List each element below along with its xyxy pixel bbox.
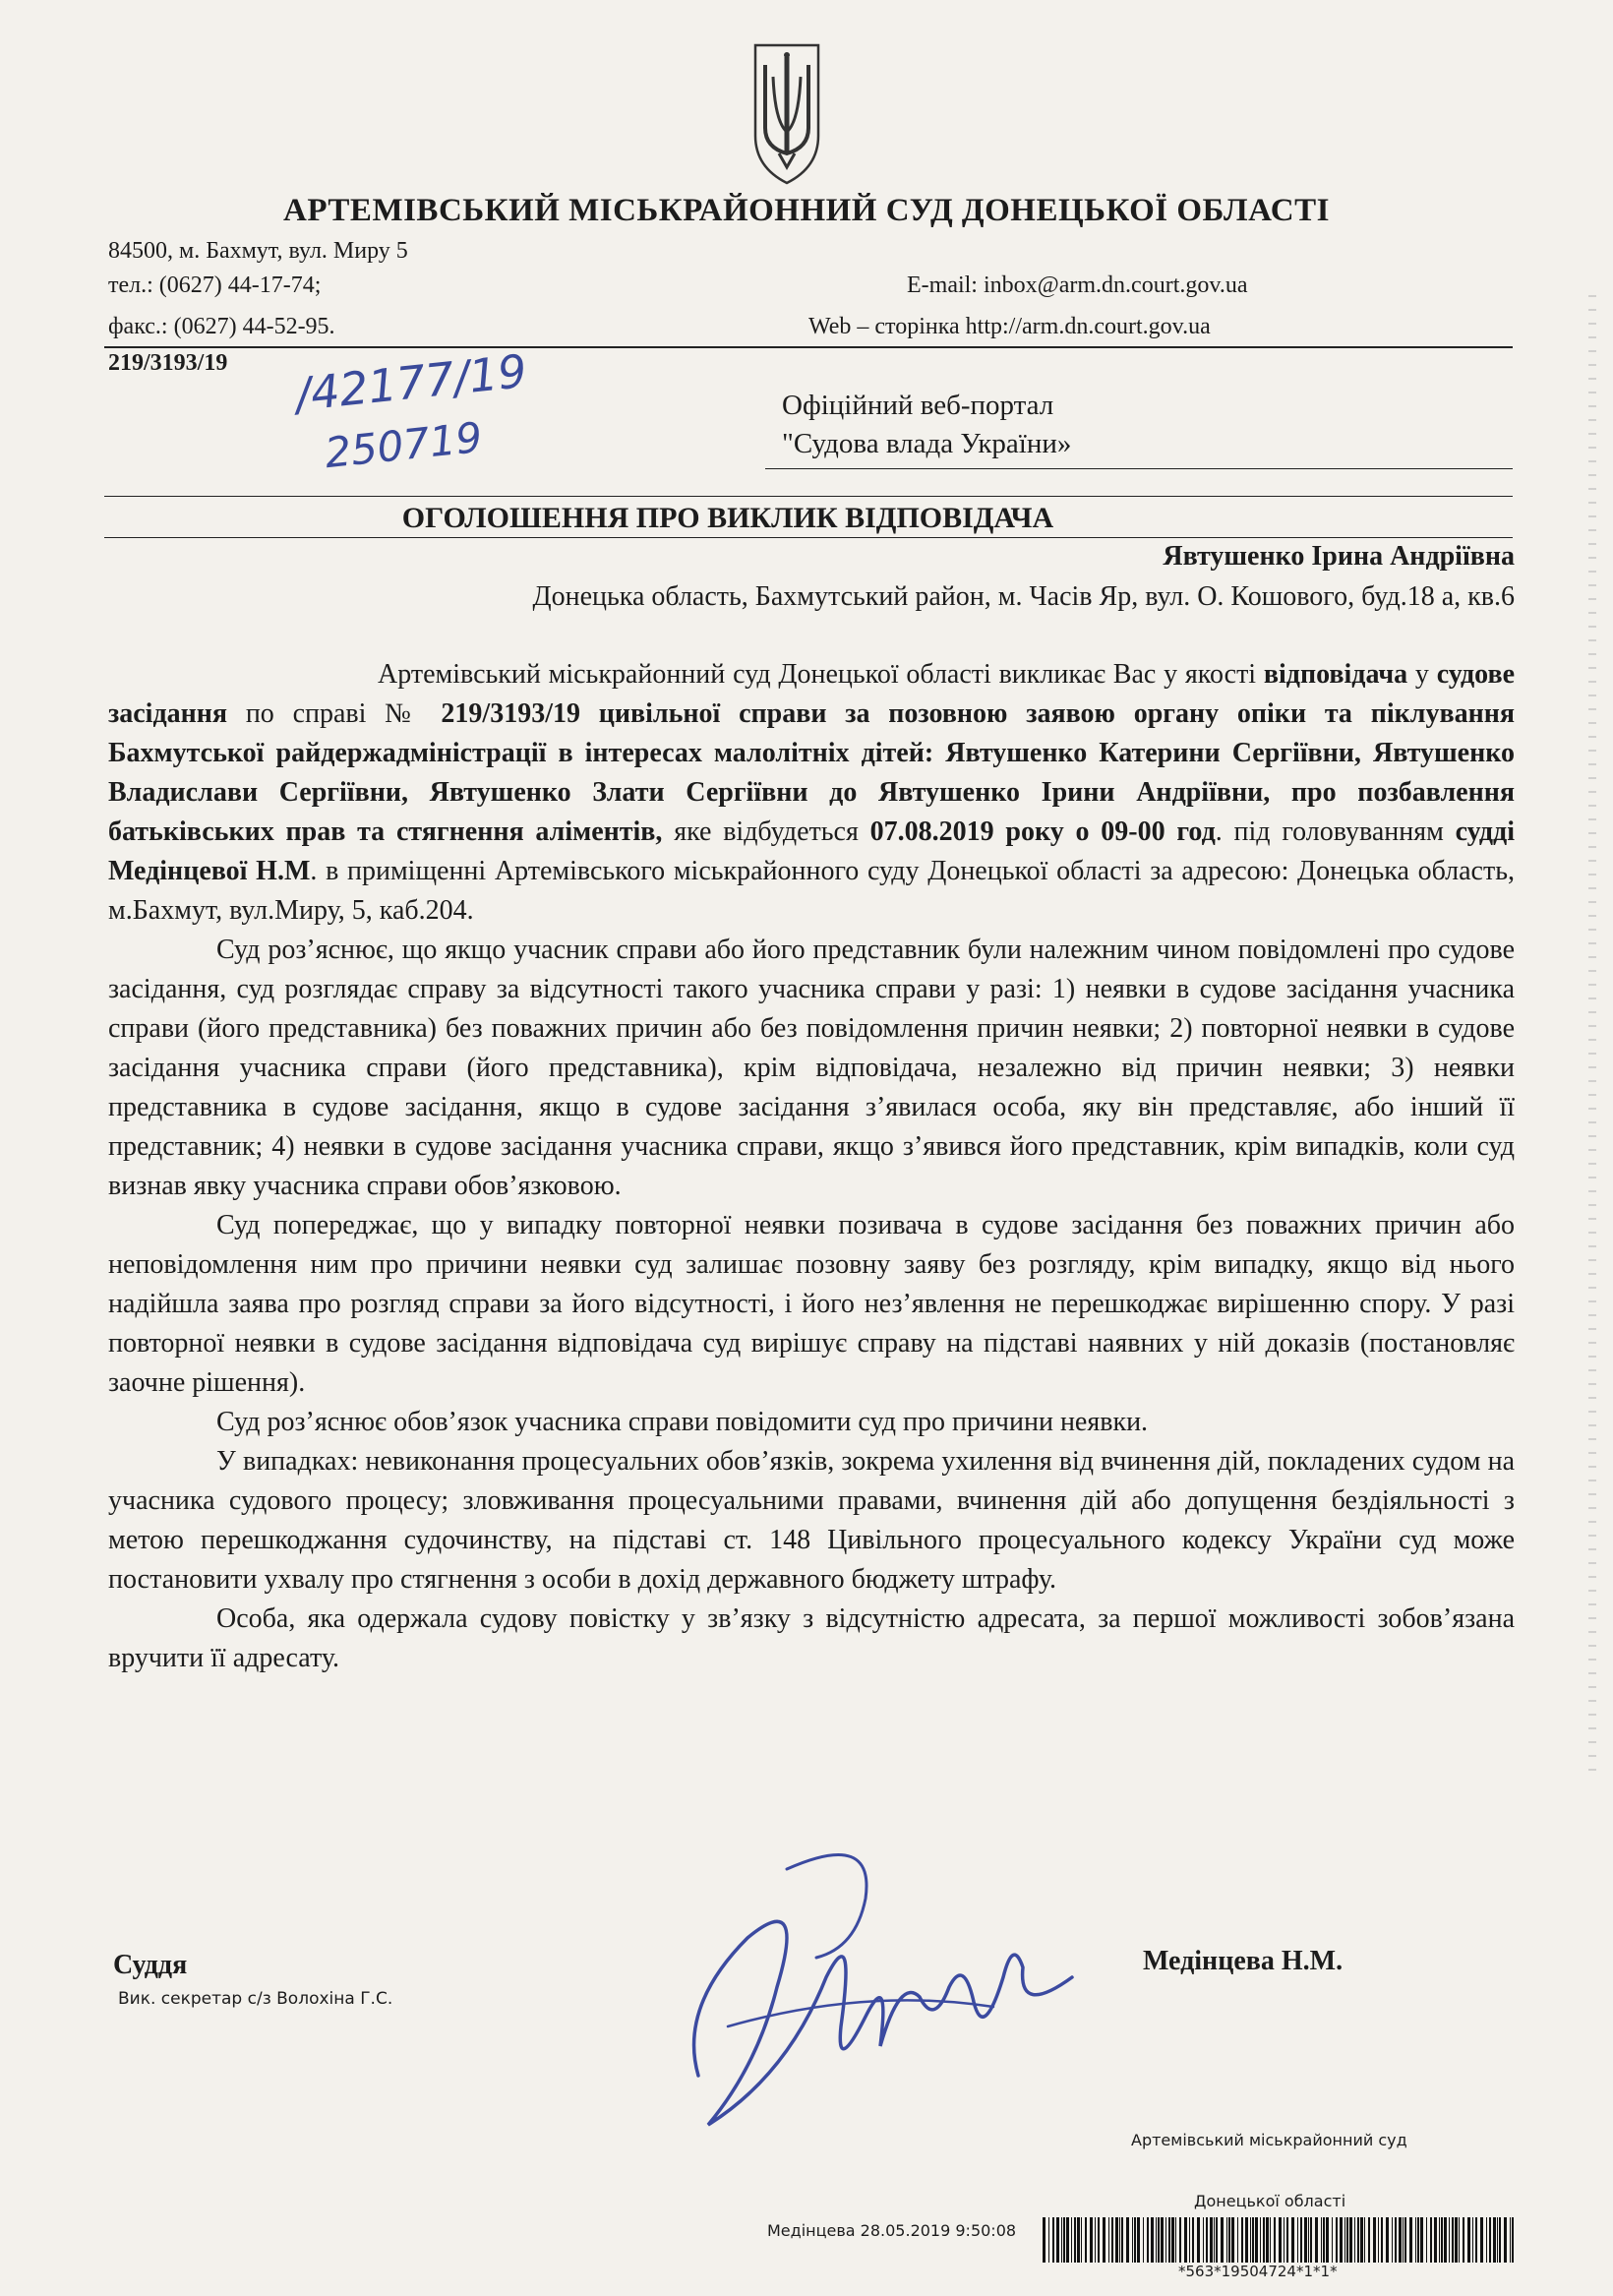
summons-location: . в приміщенні Артемівського міськрайонного суду Донецької області за адресою: Донецька область, м.Бахмут, вул.Миру, 5, каб.204.: [108, 856, 1515, 926]
paragraph-summons: [108, 655, 1515, 931]
summons-role: відповідача: [1263, 659, 1408, 690]
summons-text: яке відбудеться: [662, 816, 870, 847]
stamp-court-line-1: Артемівський міськрайонний суд: [1131, 2131, 1407, 2149]
recipient-line-2: "Судова влада України»: [782, 428, 1072, 459]
court-address: 84500, м. Бахмут, вул. Миру 5: [108, 238, 408, 264]
judge-name: Медінцева Н.М.: [1143, 1946, 1344, 1976]
summons-text: . під головуванням: [1215, 816, 1456, 847]
summons-case-description: 219/3193/19 цивільної справи за позовною заявою органу опіки та піклування Бахмутської райдержадміністрації в інтересах малолітніх дітей: Явтушенко Катерини Сергіївни, Явтушенко Владислави Сергіївни, Явтушенко Злати Сергіївни до Явтушенко Ірини Андріївни, про позбавлення батьківських прав та стягнення аліментів,: [108, 698, 1515, 847]
handwritten-reg-number: /42177/19: [292, 343, 530, 422]
notice-title: ОГОЛОШЕННЯ ПРО ВИКЛИК ВІДПОВІДАЧА: [401, 502, 1054, 534]
summons-judge: судді Медінцевої Н.М: [108, 816, 1515, 886]
header-divider: [104, 346, 1513, 348]
defendant-name: Явтушенко Ірина Андріївна: [1163, 541, 1515, 572]
summons-text: Артемівський міськрайонний суд Донецької області викликає Вас у якості: [378, 659, 1264, 690]
secretary-name: Вик. секретар с/з Волохіна Г.С.: [118, 1989, 393, 2009]
defendant-address: Донецька область, Бахмутський район, м. Часів Яр, вул. О. Кошового, буд.18 а, кв.6: [532, 581, 1515, 612]
paragraph-notify-duty: Суд роз’яснює обов’язок учасника справи повідомити суд про причини неявки.: [216, 1407, 1149, 1437]
barcode-text: *563*19504724*1*1*: [1178, 2263, 1338, 2280]
trident-emblem-icon: [749, 37, 824, 187]
handwritten-signature-icon: [669, 1830, 1082, 2145]
court-fax: факс.: (0627) 44-52-95.: [108, 314, 335, 339]
title-underline: [104, 537, 1513, 538]
stamp-meta: Медінцева 28.05.2019 9:50:08: [767, 2221, 1017, 2240]
handwritten-date: 250719: [322, 412, 485, 478]
summons-date-time: 07.08.2019 року о 09-00 год: [869, 816, 1216, 847]
court-phone: тел.: (0627) 44-17-74;: [108, 272, 322, 298]
recipient-underline: [765, 468, 1513, 469]
paragraph-plaintiff-warning: Суд попереджає, що у випадку повторної неявки позивача в судове засідання без поважних причин або неповідомлення ним про причини неявки суд залишає позовну заяву без розгляду, крім випадку, якщо від нього надійшла заява про розгляд справи за його відсутності, і його нез’явлення не перешкоджає вирішенню спору. У разі повторної неявки в судове засідання відповідача суд вирішує справу на підставі наявних у ній доказів (постановляє заочне рішення).: [108, 1210, 1515, 1398]
barcode-icon: [1043, 2217, 1515, 2263]
paragraph-absence-rules: Суд роз’яснює, що якщо учасник справи або його представник були належним чином повідомлені про судове засідання, суд розглядає справу за відсутності такого учасника справи у разі: 1) неявки в судове засідання учасника справи (його представника) без поважних причин або без повідомлення причин неявки; 2) повторної неявки в судове засідання учасника справи (його представника), крім відповідача, незалежно від причин неявки; 3) неявки представника в судове засідання, якщо в судове засідання з’явилася особа, яку він представляє, або інший її представник; 4) неявки в судове засідання учасника справи, якщо з’явився його представник, крім випадків, коли суд визнав явку учасника справи обов’язковою.: [108, 935, 1515, 1201]
court-name: АРТЕМІВСЬКИЙ МІСЬКРАЙОННИЙ СУД ДОНЕЦЬКОЇ ОБЛАСТІ: [283, 193, 1330, 228]
recipient-line-1: Офіційний веб-портал: [782, 390, 1054, 421]
paragraph-fine: У випадках: невиконання процесуальних обов’язків, зокрема ухилення від вчинення дій, покладених судом на учасника судового процесу; зловживання процесуальними правами, вчинення дій або допущення бездіяльності з метою перешкоджання судочинству, на підставі ст. 148 Цивільного процесуального кодексу України суд може постановити ухвалу про стягнення з особи в дохід державного бюджету штрафу.: [108, 1446, 1515, 1595]
paragraph-delivery: Особа, яка одержала судову повістку у зв’язку з відсутністю адресата, за першої можливості зобов’язана вручити її адресату.: [108, 1603, 1515, 1673]
scan-edge: [1588, 295, 1596, 1771]
notice-body: [108, 655, 1515, 1678]
stamp-court-line-2: Донецької області: [1194, 2192, 1346, 2210]
title-divider: [104, 496, 1513, 497]
case-number: 219/3193/19: [108, 350, 228, 376]
court-web: Web – сторінка http://arm.dn.court.gov.ua: [808, 314, 1211, 339]
court-email: E-mail: inbox@arm.dn.court.gov.ua: [907, 272, 1248, 298]
summons-hearing: судове засідання: [108, 659, 1515, 729]
summons-text: у: [1407, 659, 1437, 690]
signature-role: Суддя: [113, 1950, 188, 1980]
summons-text: по справі №: [227, 698, 442, 729]
